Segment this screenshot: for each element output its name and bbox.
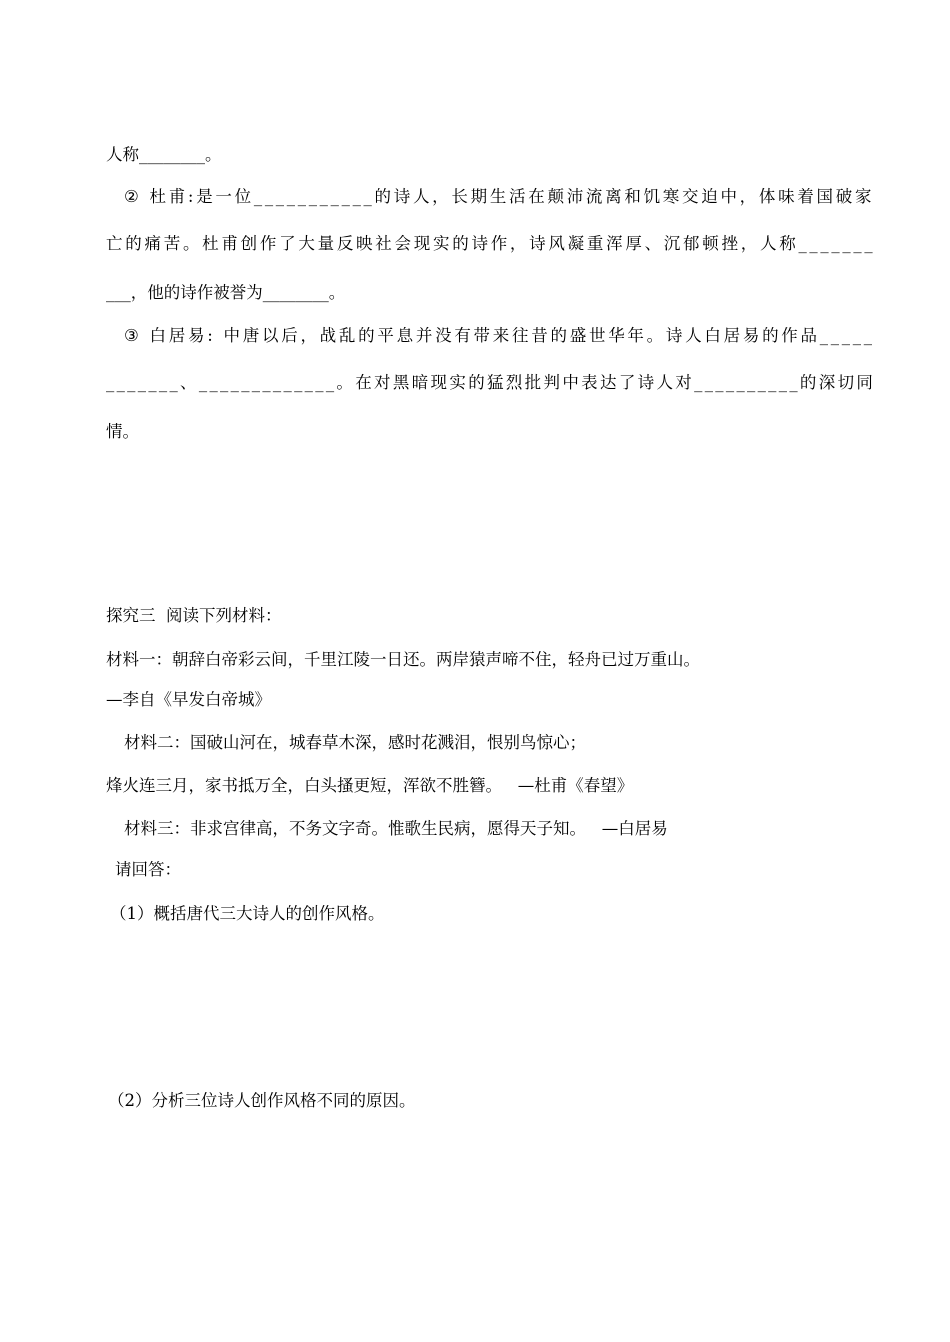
text-char: _ (137, 373, 146, 392)
text-char: _ (831, 234, 840, 253)
text-char: 易 (742, 326, 760, 345)
text-char: ③ (124, 326, 139, 345)
text-char: 甫 (168, 187, 186, 206)
text-char: 沉 (663, 234, 681, 253)
text-char: 没 (435, 326, 452, 345)
text-char: _ (798, 234, 807, 253)
text-char: 盛 (569, 326, 587, 345)
paragraph-line-7: 情。 (106, 422, 139, 441)
text-char: 风 (548, 234, 565, 253)
text-char: 在 (528, 187, 545, 206)
text-char: 沛 (566, 187, 584, 206)
text-char (216, 324, 221, 348)
text-char: 期 (470, 187, 488, 206)
text-char: 居 (168, 326, 186, 345)
text-char: _ (694, 373, 703, 392)
text-char: 往 (512, 326, 529, 345)
text-char: 和 (624, 187, 641, 206)
text-char: 杜 (149, 187, 166, 206)
text-char: 离 (605, 187, 622, 206)
text-char: _ (319, 187, 328, 206)
text-char: 达 (599, 373, 617, 392)
text-char: 乱 (338, 326, 356, 345)
text-char: _ (275, 187, 285, 206)
text-char: 浑 (606, 234, 623, 253)
text-char: 烈 (505, 373, 523, 392)
text-char: 痛 (144, 234, 161, 253)
text-char: 的 (358, 326, 375, 345)
paragraph-line-1: 人称________。 (106, 145, 222, 164)
text-char: _ (341, 187, 350, 206)
text-char: 易 (187, 326, 205, 345)
text-char: 会 (394, 234, 412, 253)
text-char: _ (325, 373, 335, 392)
text-char: _ (297, 187, 306, 206)
text-char: _ (819, 326, 829, 345)
text-char: _ (330, 187, 339, 206)
paragraph-line-2 (124, 185, 872, 209)
text-char: 表 (581, 373, 598, 392)
text-char: 。 (182, 234, 200, 253)
text-char: 凝 (567, 234, 585, 253)
text-char: ， (432, 187, 449, 206)
text-char: _ (863, 326, 872, 345)
text-char: ， (300, 326, 317, 345)
text-char: 唐 (242, 326, 260, 345)
text-char: _ (715, 373, 724, 392)
text-char: _ (853, 234, 862, 253)
material-one: 材料一：朝辞白帝彩云间，千里江陵一日还。两岸猿声啼不住，轻舟已过万重山。 (106, 650, 700, 669)
text-char: 平 (377, 326, 394, 345)
text-char: 的 (452, 234, 469, 253)
section-heading: 探究三 阅读下列材料： (106, 606, 282, 625)
text-char: _ (272, 373, 282, 392)
text-char: 颠 (547, 187, 564, 206)
text-char: 人 (685, 326, 702, 345)
text-char: 人 (759, 234, 777, 253)
text-char: 中 (223, 326, 240, 345)
text-char: 带 (473, 326, 491, 345)
text-char: _ (830, 326, 839, 345)
text-char: 迫 (701, 187, 718, 206)
text-char: 中 (562, 373, 579, 392)
text-char: 并 (415, 326, 433, 345)
text-char: 年 (627, 326, 644, 345)
text-char: 饥 (643, 187, 661, 206)
text-char: _ (169, 373, 178, 392)
text-char: 的 (762, 326, 779, 345)
text-char: : (187, 187, 194, 206)
material-two: 材料二：国破山河在，城春草木深，感时花溅泪，恨别鸟惊心； (124, 733, 586, 752)
text-char: _ (262, 373, 271, 392)
text-char: 亡 (106, 234, 123, 253)
text-char: 白 (149, 326, 167, 345)
text-char: 、 (180, 373, 197, 392)
text-char: 人 (656, 373, 673, 392)
text-char: 社 (375, 234, 392, 253)
text-char: _ (308, 187, 317, 206)
text-char: _ (809, 234, 818, 253)
text-char: _ (757, 373, 766, 392)
text-char: 甫 (221, 234, 238, 253)
text-char: 同 (856, 373, 873, 392)
text-char: 映 (356, 234, 373, 253)
text-char: _ (251, 373, 261, 392)
text-char: 切 (837, 373, 855, 392)
text-char: 黑 (392, 373, 410, 392)
text-char: _ (841, 326, 850, 345)
text-char: 现 (430, 373, 448, 392)
text-char: 生 (489, 187, 507, 206)
text-char: 居 (723, 326, 741, 345)
paragraph-line-4: ___，他的诗作被誉为________。 (106, 283, 346, 302)
text-char: 昔 (531, 326, 548, 345)
text-char: _ (304, 373, 313, 392)
text-char: _ (842, 234, 851, 253)
text-char: 品 (800, 326, 818, 345)
text-char: 在 (355, 373, 372, 392)
text-char: 味 (778, 187, 795, 206)
text-char: _ (158, 373, 168, 392)
text-char: ， (739, 187, 757, 206)
text-char: _ (725, 373, 735, 392)
text-char: 、 (644, 234, 662, 253)
text-char: _ (778, 373, 787, 392)
text-char: _ (220, 373, 229, 392)
text-char: 华 (608, 326, 625, 345)
text-char: 体 (758, 187, 776, 206)
text-char: 暗 (411, 373, 429, 392)
text-char: 长 (451, 187, 468, 206)
text-char: 苦 (163, 234, 181, 253)
text-char: 。 (336, 373, 353, 392)
text-char: 实 (449, 373, 466, 392)
text-char: 寒 (662, 187, 680, 206)
text-char: _ (253, 187, 263, 206)
text-char: 现 (413, 234, 431, 253)
material-one-source: —李自《早发白帝城》 (106, 690, 271, 709)
text-char: ， (740, 234, 758, 253)
text-char: 判 (543, 373, 560, 392)
paragraph-line-5 (124, 324, 872, 348)
text-char: _ (116, 373, 125, 392)
text-char: _ (768, 373, 777, 392)
text-char: 诗 (637, 373, 655, 392)
text-char: 诗 (665, 326, 683, 345)
text-char: 批 (524, 373, 542, 392)
text-char: 有 (454, 326, 471, 345)
text-char: 息 (396, 326, 414, 345)
text-char: _ (241, 373, 250, 392)
text-char: 活 (509, 187, 526, 206)
text-char: 是 (196, 187, 213, 206)
text-char: 猛 (487, 373, 504, 392)
text-char: 深 (818, 373, 836, 392)
text-char: _ (127, 373, 136, 392)
paragraph-line-6 (106, 371, 873, 395)
text-char: 交 (682, 187, 699, 206)
text-char: 以 (261, 326, 279, 345)
question-1: （1）概括唐代三大诗人的创作风格。 (110, 904, 385, 923)
question-2: （2）分析三位诗人创作风格不同的原因。 (108, 1091, 416, 1110)
text-char: 诗 (393, 187, 411, 206)
text-char: 创 (240, 234, 258, 253)
text-char: _ (148, 373, 157, 392)
text-char: _ (198, 373, 208, 392)
text-char: _ (852, 326, 861, 345)
text-char: _ (264, 187, 274, 206)
text-char: 来 (492, 326, 510, 345)
text-char: _ (736, 373, 745, 392)
text-char: _ (820, 234, 829, 253)
please-answer: 请回答： (115, 860, 181, 879)
text-char: 称 (779, 234, 796, 253)
text-char: 的 (374, 187, 392, 206)
text-char: 的 (550, 326, 567, 345)
text-char: 世 (588, 326, 606, 345)
text-char: 诗 (471, 234, 488, 253)
text-char: 了 (279, 234, 296, 253)
text-char: 实 (432, 234, 450, 253)
text-char: _ (789, 373, 798, 392)
text-char: _ (747, 373, 756, 392)
text-char: 一 (215, 187, 232, 206)
text-char: 家 (854, 187, 872, 206)
text-char: 国 (816, 187, 834, 206)
text-char: ， (509, 234, 527, 253)
text-char: : (207, 326, 213, 345)
text-char: 白 (704, 326, 721, 345)
text-char: 位 (234, 187, 252, 206)
text-char: _ (363, 187, 372, 206)
text-char: 量 (317, 234, 335, 253)
text-char: 大 (298, 234, 315, 253)
text-char: _ (864, 234, 873, 253)
text-char: _ (209, 373, 218, 392)
text-char: 后 (281, 326, 298, 345)
text-char: 流 (585, 187, 603, 206)
text-char: 中 (720, 187, 737, 206)
text-char: 重 (586, 234, 604, 253)
text-char: 顿 (702, 234, 719, 253)
text-char: 人 (412, 187, 430, 206)
text-char: 战 (319, 326, 337, 345)
text-char: 了 (618, 373, 636, 392)
paragraph-line-3 (106, 232, 873, 256)
material-two-cont: 烽火连三月，家书抵万全，白头搔更短，浑欲不胜簪。 —杜甫《春望》 (106, 776, 634, 795)
text-char: 对 (675, 373, 692, 392)
text-char: 。 (646, 326, 664, 345)
material-three: 材料三：非求宫律高，不务文字奇。惟歌生民病，愿得天子知。 —白居易 (124, 819, 668, 838)
text-char: _ (283, 373, 292, 392)
text-char (142, 324, 147, 348)
text-char: 挫 (721, 234, 738, 253)
text-char: 的 (125, 234, 142, 253)
text-char: 作 (781, 326, 798, 345)
text-char: _ (315, 373, 324, 392)
text-char: _ (230, 373, 239, 392)
text-char: 厚 (625, 234, 642, 253)
text-char: 反 (336, 234, 354, 253)
text-char: ② (124, 187, 139, 206)
text-char: _ (106, 373, 115, 392)
text-char: _ (704, 373, 713, 392)
text-char (142, 185, 147, 209)
text-char: 杜 (202, 234, 219, 253)
text-char: _ (352, 187, 361, 206)
text-char: 作 (259, 234, 277, 253)
text-char: 对 (374, 373, 391, 392)
text-char: 破 (835, 187, 853, 206)
text-char: 的 (799, 373, 817, 392)
text-char: _ (294, 373, 303, 392)
text-char: 的 (468, 373, 485, 392)
text-char: 作 (490, 234, 508, 253)
text-char: _ (286, 187, 296, 206)
text-char: 诗 (529, 234, 546, 253)
text-char: 着 (797, 187, 814, 206)
text-char: 郁 (683, 234, 700, 253)
